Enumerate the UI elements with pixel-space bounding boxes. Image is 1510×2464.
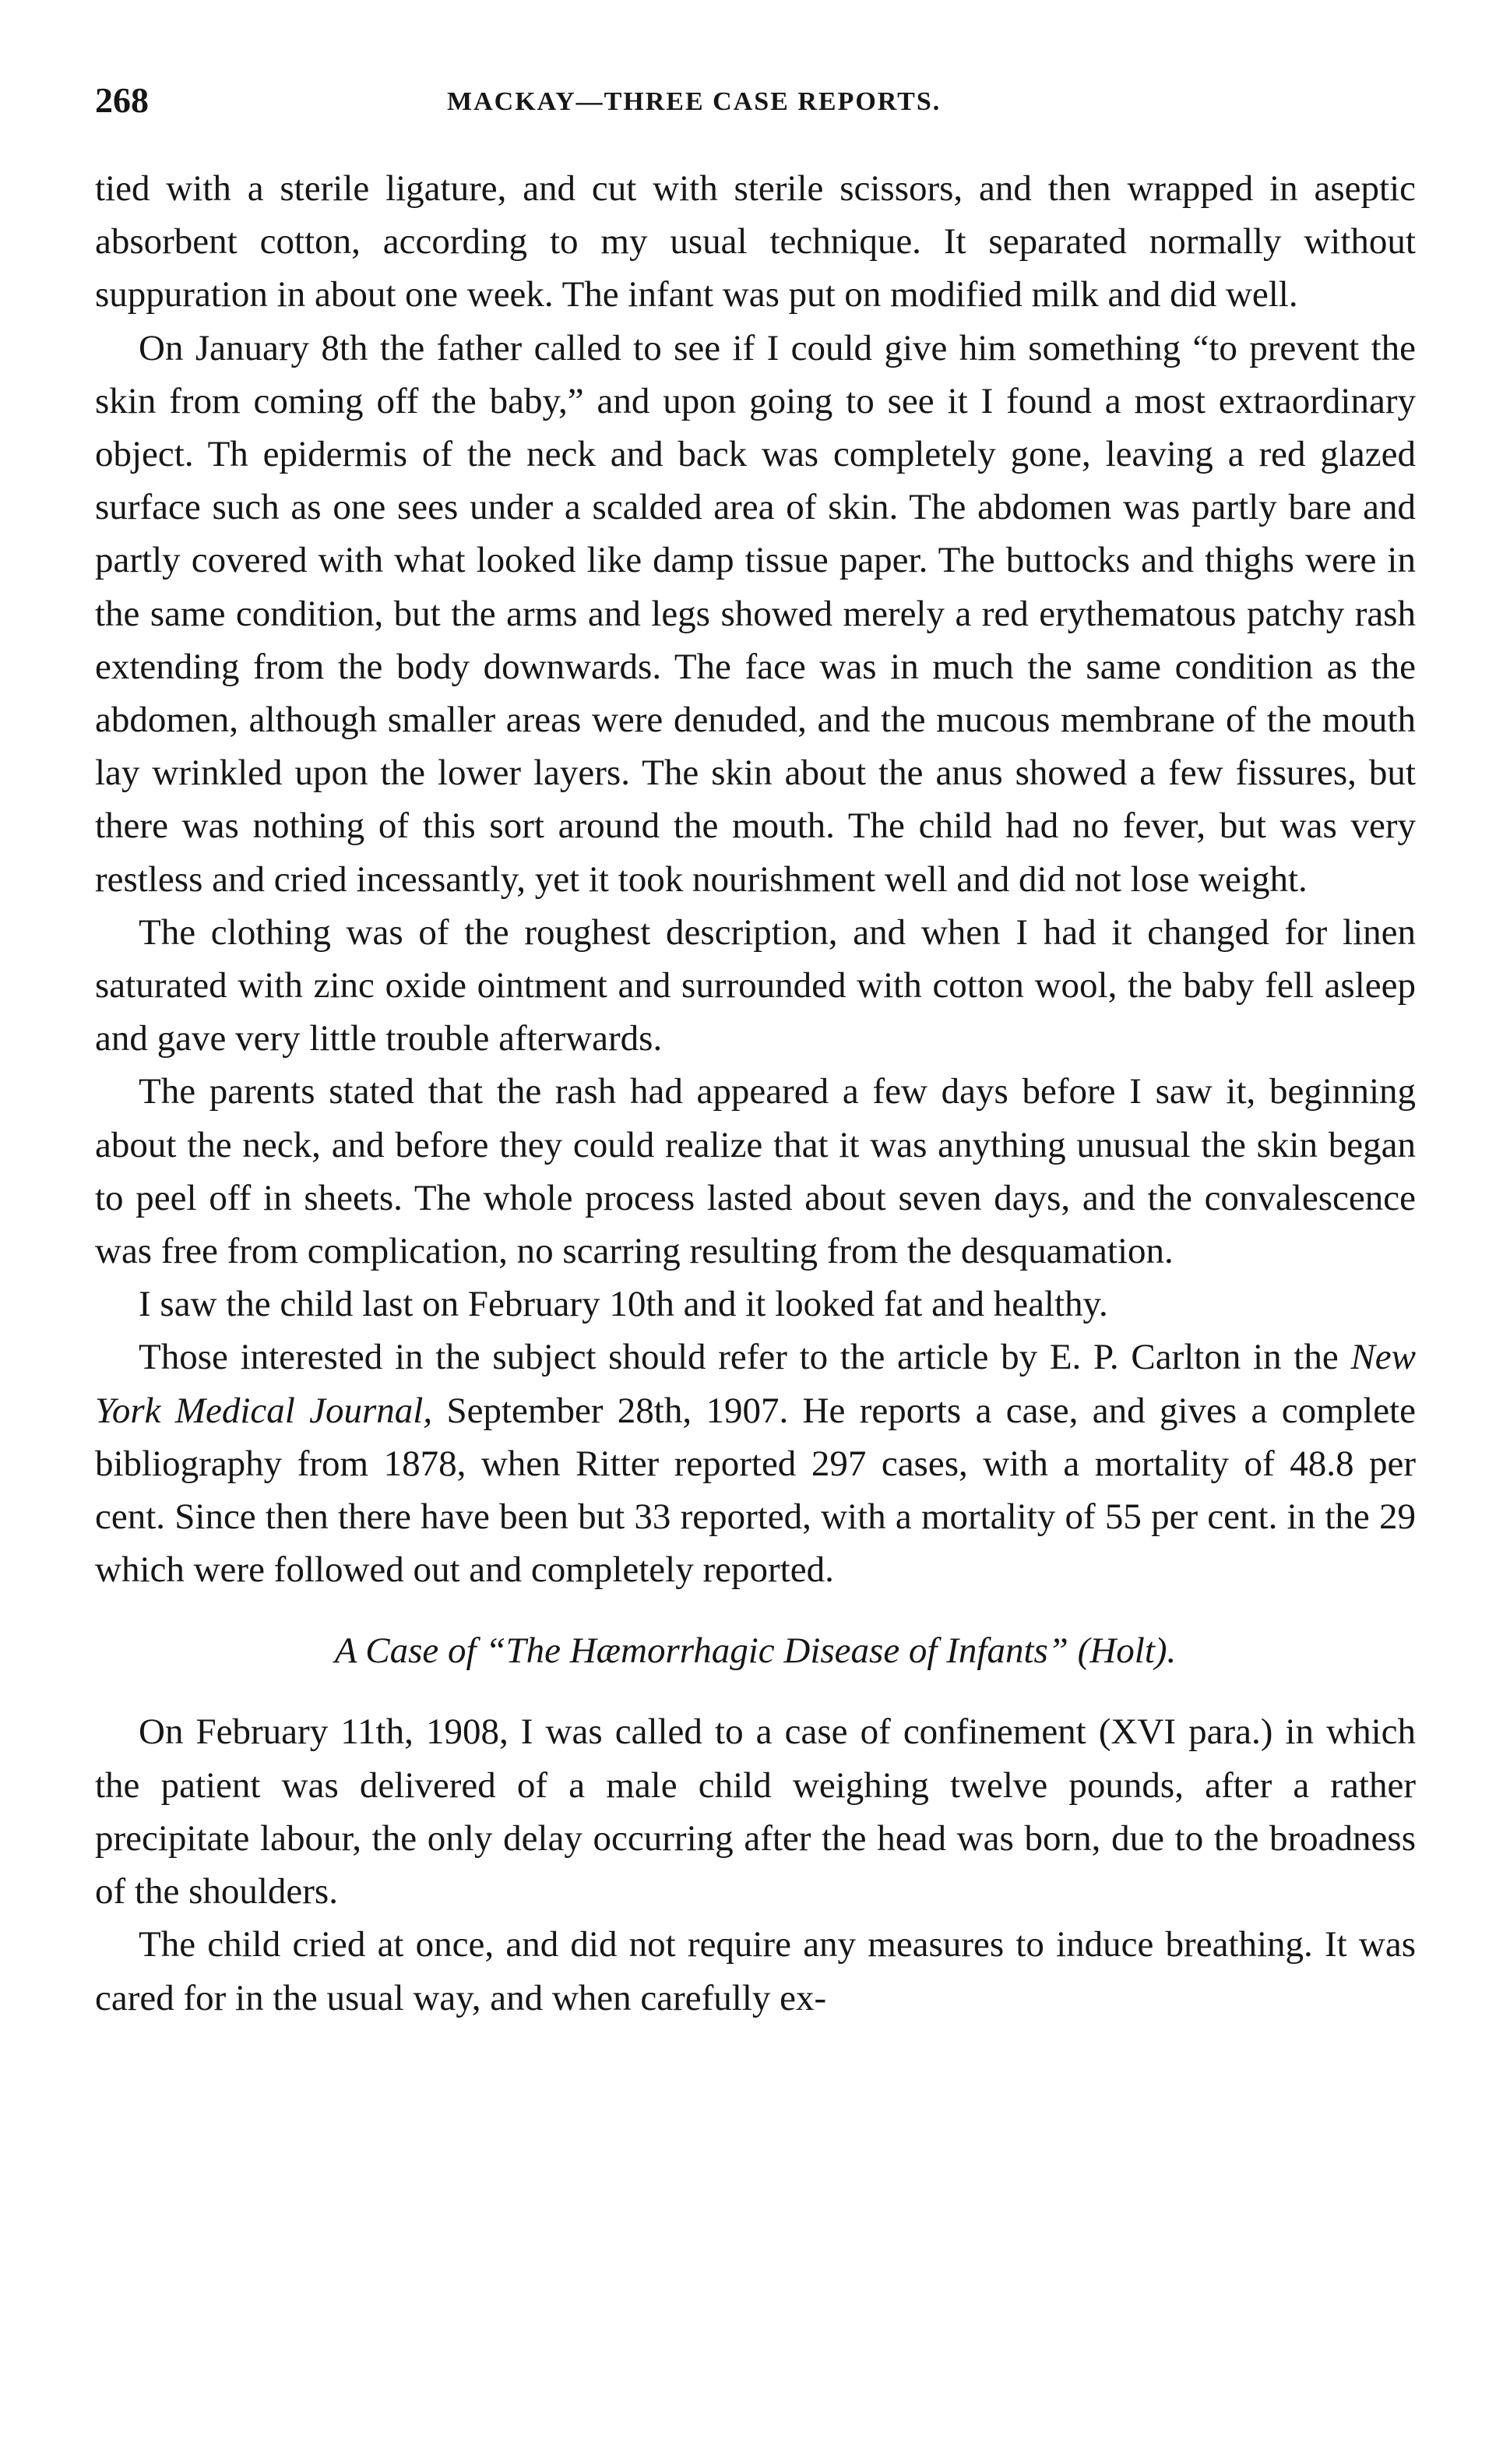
paragraph-child-cried: The child cried at once, and did not require any measures to induce breathing. It was cared for in the usual way, and when carefully ex- xyxy=(95,1924,1416,2018)
citation-text-before: Those interested in the subject should refer to the article by E. P. Carlton in the xyxy=(139,1337,1351,1378)
page-header xyxy=(95,79,1434,126)
body-text xyxy=(95,162,1416,2025)
journal-title: New York Medical Journal, xyxy=(95,1337,1416,1431)
paragraph-confinement: On February 11th, 1908, I was called to a case of confinement (XVI para.) in which the patient was delivered of a male child weighing twelve pounds, after a rather precipitate labour, the only delay occurring after the head was born, due to the broadness of the shoulders. xyxy=(95,1711,1416,1912)
paragraph-last-seen: I saw the child last on February 10th and it looked fat and healthy. xyxy=(139,1284,1108,1325)
citation-text-after: September 28th, 1907. He reports a case, and gives a complete bibliography from 1878, when Ritter reported 297 cases, with a mortality of 48.8 per cent. Since then there have been but 33 reported, with a mortality of 55 per cent. in the 29 which were followed out and completely reported. xyxy=(95,1390,1416,1591)
paragraph-january-visit: On January 8th the father called to see if I could give him something “to prevent the skin from coming off the baby,” and upon going to see it I found a most extraordinary object. Th epidermis of the neck and back was completely gone, leaving a red glazed surface such as one sees under a scalded area of skin. The abdomen was partly bare and partly covered with what looked like damp tissue paper. The buttocks and thighs were in the same condition, but the arms and legs showed merely a red erythematous patchy rash extending from the body downwards. The face was in much the same condition as the abdomen, although smaller areas were denuded, and the mucous membrane of the mouth lay wrinkled upon the lower layers. The skin about the anus showed a few fissures, but there was nothing of this sort around the mouth. The child had no fever, but was very restless and cried incessantly, yet it took nourishment well and did not lose weight. xyxy=(95,327,1416,900)
page-number: 268 xyxy=(95,80,149,120)
paragraph-parents: The parents stated that the rash had appeared a few days before I saw it, beginning about the neck, and before they could realize that it was anything unusual the skin began to peel off in sheets. The whole process lasted about seven days, and the convalescence was free from complication, no scarring resulting from the desquamation. xyxy=(95,1071,1416,1272)
running-head: MACKAY—THREE CASE REPORTS. xyxy=(447,87,942,116)
section-heading: A Case of “The Hæmorrhagic Disease of Infants” (Holt). xyxy=(334,1630,1177,1672)
paragraph-citation xyxy=(95,1331,1416,1596)
paragraph-continuation: tied with a sterile ligature, and cut with sterile scissors, and then wrapped in aseptic absorbent cotton, according to my usual technique. It separated normally without suppuration in about one week. The infant was put on modified milk and did well. xyxy=(95,168,1416,315)
paragraph-clothing: The clothing was of the roughest description, and when I had it changed for linen saturated with zinc oxide ointment and surrounded with cotton wool, the baby fell asleep and gave very little trouble afterwards. xyxy=(95,911,1416,1059)
